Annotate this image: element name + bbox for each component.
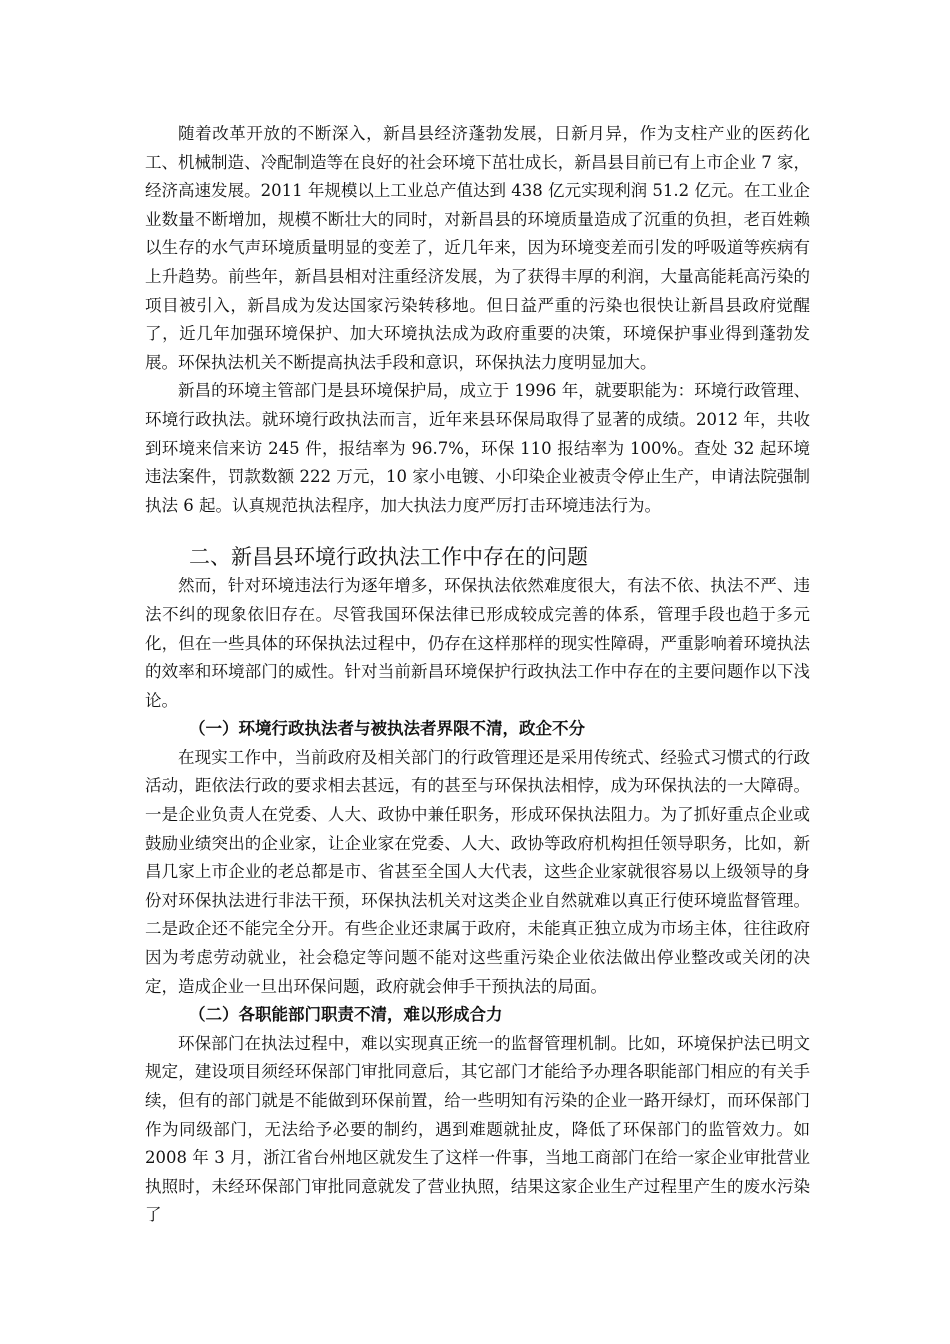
section-intro-paragraph: 然而，针对环境违法行为逐年增多，环保执法依然难度很大，有法不依、执法不严、违法不纠的现象依旧存在。尽管我国环保法律已形成较成完善的体系，管理手段也趋于多元化，但在一些具体的环保执法过程中，仍存在这样那样的现实性障碍，严重影响着环境执法的效率和环境部门的威性。针对当前新昌环境保护行政执法工作中存在的主要问题作以下浅论。	[145, 576, 810, 710]
subsection-1-paragraph: 在现实工作中，当前政府及相关部门的行政管理还是采用传统式、经验式习惯式的行政活动，距依法行政的要求相去甚远，有的甚至与环保执法相悖，成为环保执法的一大障碍。一是企业负责人在党委、人大、政协中兼任职务，形成环保执法阻力。为了抓好重点企业或鼓励业绩突出的企业家，让企业家在党委、人大、政协等政府机构担任领导职务，比如，新昌几家上市企业的老总都是市、省甚至全国人大代表，这些企业家就很容易以上级领导的身份对环保执法进行非法干预，环保执法机关对这类企业自然就难以真正行使环境监督管理。二是政企还不能完全分开。有些企业还隶属于政府，未能真正独立成为市场主体，往往政府因为考虑劳动就业，社会稳定等问题不能对这些重污染企业依法做出停业整改或关闭的决定，造成企业一旦出环保问题，政府就会伸手干预执法的局面。	[145, 747, 810, 996]
intro-paragraph-1: 随着改革开放的不断深入，新昌县经济蓬勃发展，日新月异，作为支柱产业的医药化工、机械制造、冷配制造等在良好的社会环境下茁壮成长，新昌县目前已有上市企业 7 家，经济高速发展。2011 年规模以上工业总产值达到 438 亿元实现利润 51.2 亿元。在工业企业数量不断增加，规模不断壮大的同时，对新昌县的环境质量造成了沉重的负担，老百姓赖以生存的水气声环境质量明显的变差了，近几年来，因为环境变差而引发的呼吸道等疾病有上升趋势。前些年，新昌县相对注重经济发展，为了获得丰厚的利润，大量高能耗高污染的项目被引入，新昌成为发达国家污染转移地。但日益严重的污染也很快让新昌县政府觉醒了，近几年加强环境保护、加大环境执法成为政府重要的决策，环境保护事业得到蓬勃发展。环保执法机关不断提高执法手段和意识，环保执法力度明显加大。	[145, 124, 810, 372]
document-page	[145, 120, 810, 1230]
intro-paragraph-2: 新昌的环境主管部门是县环境保护局，成立于 1996 年，就要职能为：环境行政管理、环境行政执法。就环境行政执法而言，近年来县环保局取得了显著的成绩。2012 年，共收到环境来信来访 245 件，报结率为 96.7%，环保 110 报结率为 100%。查处 32 起环境违法案件，罚款数额 222 万元，10 家小电镀、小印染企业被责令停止生产，申请法院强制执法 6 起。认真规范执法程序，加大执法力度严厉打击环境违法行为。	[145, 381, 810, 515]
subsection-1-heading: （一）环境行政执法者与被执法者界限不清，政企不分	[189, 719, 585, 739]
section-heading: 二、新昌县环境行政执法工作中存在的问题	[189, 545, 588, 570]
subsection-2-paragraph: 环保部门在执法过程中，难以实现真正统一的监督管理机制。比如，环境保护法已明文规定，建设项目须经环保部门审批同意后，其它部门才能给予办理各职能部门相应的有关手续，但有的部门就是不能做到环保前置，给一些明知有污染的企业一路开绿灯，而环保部门作为同级部门，无法给予必要的制约，遇到难题就扯皮，降低了环保部门的监管效力。如 2008 年 3 月，浙江省台州地区就发生了这样一件事，当地工商部门在给一家企业审批营业执照时，未经环保部门审批同意就发了营业执照，结果这家企业生产过程里产生的废水污染了	[145, 1033, 810, 1225]
subsection-2-heading: （二）各职能部门职责不清，难以形成合力	[189, 1005, 503, 1025]
